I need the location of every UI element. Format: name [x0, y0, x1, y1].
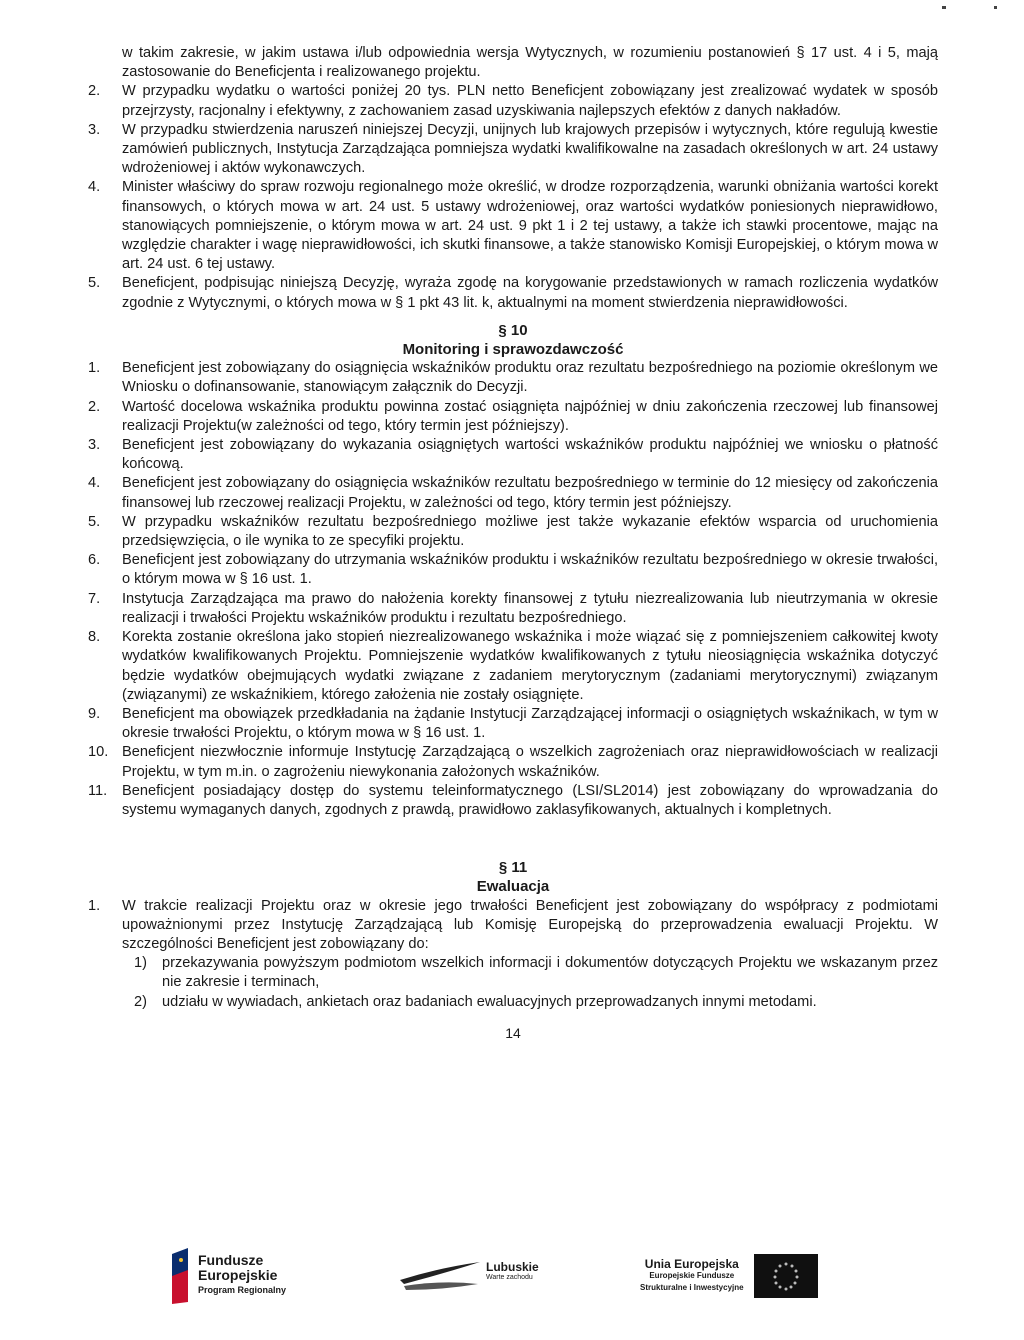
section-9-items: [88, 82, 938, 312]
scan-mark: [942, 6, 946, 9]
fundusze-europejskie-logo: [168, 1246, 286, 1304]
eu-flag-icon: [754, 1254, 818, 1298]
list-item: 2. W przypadku wydatku o wartości poniżej 20 tys. PLN netto Beneficjent zobowiązany jest zrealizować wydatek w sposób przejrzysty, racjonalny i efektywny, z zachowaniem zasad uzyskiwania najlepszych efektów z danych nakładów.: [88, 83, 938, 119]
scan-mark: [994, 6, 997, 9]
list-item: 8. Korekta zostanie określona jako stopień niezrealizowanego wskaźnika i może wiązać się z pomniejszeniem całkowitej kwoty wydatków kwalifikowanych Projektu. Pomniejszenie wydatków kwalifikowanych z tytułu nieosiągnięcia wskaźnika dotyczyć będzie wydatków obejmujących wydatki związane z zadaniem merytorycznym (zadaniami merytorycznymi) związanym (związanymi) ze wskaźnikiem, którego założenia nie zostały osiągnięte.: [88, 629, 938, 703]
spacer: [88, 820, 938, 854]
section-10-items: [88, 359, 938, 820]
list-item: 4. Beneficjent jest zobowiązany do osiągnięcia wskaźników rezultatu bezpośredniego w terminie do 12 miesięcy od zakończenia finansowej lub rzeczowej realizacji Projektu, w zależności od tego, który termin jest późniejszy.: [88, 475, 938, 511]
fe-text: Fundusze Europejskie Program Regionalny: [198, 1251, 287, 1295]
list-item: 10. Beneficjent niezwłocznie informuje Instytucję Zarządzającą o wszelkich zagrożeniach oraz nieprawidłowościach w realizacji Projektu, w tym m.in. o zagrożeniu niewykonania założonych wskaźników.: [88, 744, 938, 780]
lubuskie-swoosh-icon: [398, 1258, 482, 1298]
document-body: [88, 44, 938, 1043]
fe-flag-icon: [168, 1246, 190, 1304]
section-number: § 11: [498, 859, 528, 877]
list-item: 2. Wartość docelowa wskaźnika produktu powinna zostać osiągnięta najpóźniej w dniu zakończenia rzeczowej lub finansowej realizacji Projektu(w zależności od tego, który termin jest późniejszy).: [88, 398, 938, 434]
list-item: 5. Beneficjent, podpisując niniejszą Decyzję, wyraża zgodę na korygowanie przedstawionych w ramach rozliczenia wydatków zgodnie z Wytycznymi, o których mowa w § 1 pkt 43 lit. k, aktualnymi na moment stwierdzenia nieprawidłowości.: [88, 275, 938, 311]
section-title: Ewaluacja: [476, 878, 550, 896]
list-item: 3. W przypadku stwierdzenia naruszeń niniejszej Decyzji, unijnych lub krajowych przepisów i wytycznych, które regulują kwestie zamówień publicznych, Instytucja Zarządzająca pomniejsza wydatki kwalifikowalne na zasadach określonych w art. 24 ustawy wdrożeniowej i aktów wykonawczych.: [88, 121, 938, 177]
list-item: 1. Beneficjent jest zobowiązany do osiągnięcia wskaźników produktu oraz rezultatu bezpośredniego na poziomie określonym we Wniosku o dofinansowanie, stanowiącym załącznik do Decyzji.: [88, 360, 938, 396]
section-number: § 10: [498, 321, 528, 339]
list-item: 9. Beneficjent ma obowiązek przedkładania na żądanie Instytucji Zarządzającej informacji o osiągniętych wskaźnikach, w tym w okresie trwałości Projektu, o którym mowa w § 16 ust. 1.: [88, 705, 938, 742]
sub-list-item: 1) przekazywania powyższym podmiotom wszelkich informacji i dokumentów dotyczących Projektu we wskazanym przez nie zakresie i terminach,: [134, 955, 938, 991]
list-item: 11. Beneficjent posiadający dostęp do systemu teleinformatycznego (LSI/SL2014) jest zobowiązany do wprowadzania do systemu wymaganych danych, zgodnych z prawdą, prawidłowo zaklasyfikowanych, aktualnych i kompletnych.: [88, 782, 938, 818]
list-item: 7. Instytucja Zarządzająca ma prawo do nałożenia korekty finansowej z tytułu niezrealizowania lub nieutrzymania w okresie realizacji i trwałości Projektu wskaźników produktu i rezultatu bezpośredniego.: [88, 590, 938, 626]
sub-list-item: 2) udziału w wywiadach, ankietach oraz badaniach ewaluacyjnych przeprowadzanych innymi metodami.: [134, 993, 817, 1010]
list-item: 6. Beneficjent jest zobowiązany do utrzymania wskaźników produktu i wskaźników rezultatu bezpośredniego w okresie trwałości, o którym mowa w § 16 ust. 1.: [88, 552, 938, 588]
footer-logos: [0, 1232, 1024, 1322]
list-item: 1. W trakcie realizacji Projektu oraz w okresie jego trwałości Beneficjent jest zobowiązany do współpracy z podmiotami upoważnionymi przez Instytucję Zarządzającą lub Komisję Europejską do przeprowadzenia ewaluacji Projektu. W szczególności Beneficjent jest zobowiązany do:: [88, 897, 938, 952]
page-number: 14: [505, 1024, 521, 1041]
paragraph-continuation: w takim zakresie, w jakim ustawa i/lub odpowiednia wersja Wytycznych, w rozumieniu postanowień § 17 ust. 4 i 5, mają zastosowanie do Beneficjenta i realizowanego projektu.: [122, 45, 938, 81]
list-item: 5. W przypadku wskaźników rezultatu bezpośredniego możliwe jest także wykazanie efektów wsparcia od uruchomienia przedsięwzięcia, o ile wynika to ze specyfiki projektu.: [88, 513, 938, 550]
section-title: Monitoring i sprawozdawczość: [402, 341, 624, 359]
unia-europejska-logo: Unia Europejska Europejskie Fundusze Strukturalne i Inwestycyjne: [640, 1254, 818, 1298]
list-item: 3. Beneficjent jest zobowiązany do wykazania osiągniętych wartości wskaźników produktu najpóźniej we wniosku o płatność końcową.: [88, 437, 938, 473]
list-item: 4. Minister właściwy do spraw rozwoju regionalnego może określić, w drodze rozporządzenia, warunki obniżania wartości korekt finansowych, o których mowa w art. 24 ust. 5 ustawy wdrożeniowej, oraz wartości wydatków poniesionych nieprawidłowo, stanowiących pomniejszenie, o którym mowa w art. 24 ust. 9 pkt 1 i 2 tej ustawy, a także ich stawki procentowe, mając na względzie charakter i wagę nieprawidłowości, ich skutki finansowe, a także stanowisko Komisji Europejskiej, o którym mowa w art. 24 ust. 6 tej ustawy.: [88, 179, 938, 273]
lubuskie-logo: Lubuskie Warte zachodu: [398, 1258, 568, 1298]
